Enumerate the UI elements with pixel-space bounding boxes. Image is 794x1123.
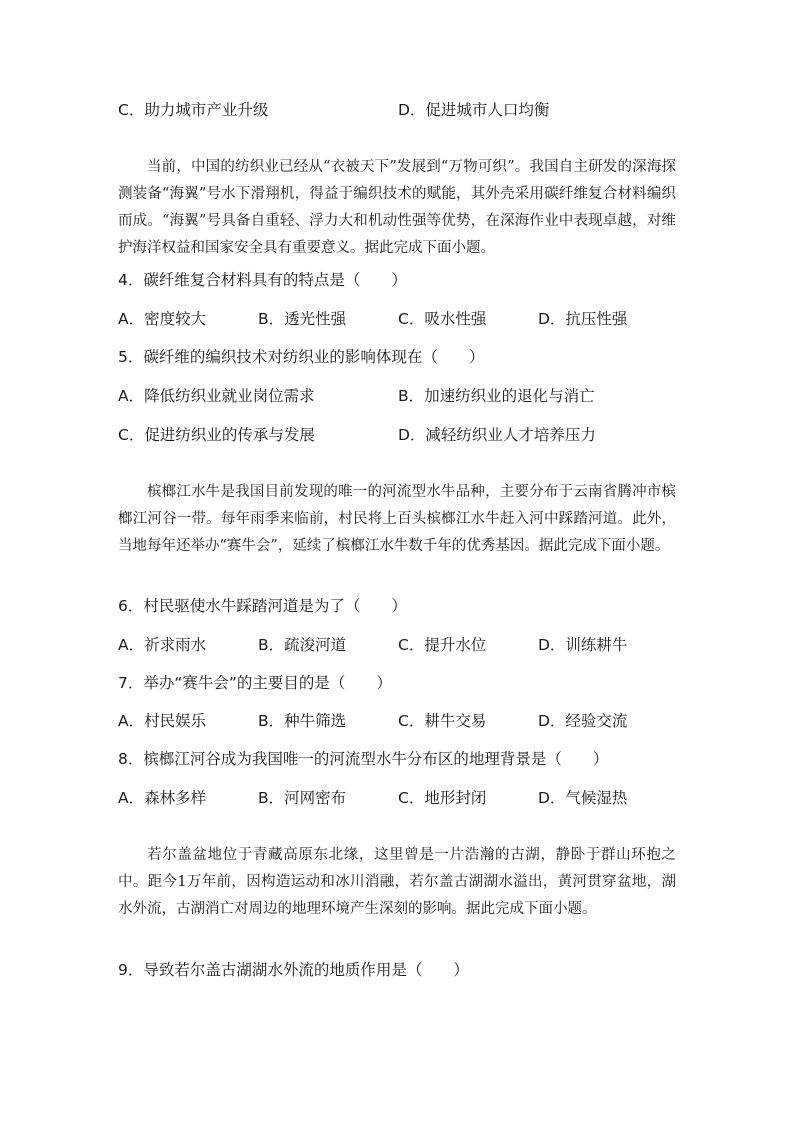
q5-option-c[interactable]: C．促进纺织业的传承与发展 (118, 426, 315, 444)
q4-option-b[interactable]: B．透光性强 (258, 310, 347, 328)
q6-option-a[interactable]: A．祈求雨水 (118, 636, 207, 654)
option-c-q3[interactable]: C．助力城市产业升级 (118, 101, 269, 119)
q4-option-c[interactable]: C．吸水性强 (398, 310, 487, 328)
q4-option-d[interactable]: D．抗压性强 (538, 310, 628, 328)
q7-option-c[interactable]: C．耕牛交易 (398, 712, 487, 730)
option-d-q3[interactable]: D．促进城市人口均衡 (398, 101, 550, 119)
q6-option-b[interactable]: B．疏浚河道 (258, 636, 347, 654)
q5-option-b[interactable]: B．加速纺织业的退化与消亡 (398, 387, 595, 405)
reading-passage-buffalo: 槟榔江水牛是我国目前发现的唯一的河流型水牛品种，主要分布于云南省腾冲市槟榔江河谷一带。每年雨季来临前，村民将上百头槟榔江水牛赶入河中踩踏河道。此外，当地每年还举办“赛牛会”，延续了槟榔江水牛数千年的优秀基因。据此完成下面小题。 (118, 484, 676, 554)
q8-option-c[interactable]: C．地形封闭 (398, 789, 487, 807)
q6-option-d[interactable]: D．训练耕牛 (538, 636, 628, 654)
q7-option-a[interactable]: A．村民娱乐 (118, 712, 207, 730)
q4-option-a[interactable]: A．密度较大 (118, 310, 207, 328)
question-4-stem: 4．碳纤维复合材料具有的特点是（ ） (118, 271, 407, 289)
q8-option-a[interactable]: A．森林多样 (118, 789, 207, 807)
q7-option-d[interactable]: D．经验交流 (538, 712, 628, 730)
reading-passage-zoige: 若尔盖盆地位于青藏高原东北缘，这里曾是一片浩瀚的古湖，静卧于群山环抱之中。距今1万年前，因构造运动和冰川消融，若尔盖古湖湖水溢出，黄河贯穿盆地，湖水外流，古湖消亡对周边的地理环境产生深刻的影响。据此完成下面小题。 (118, 847, 676, 917)
q8-option-d[interactable]: D．气候湿热 (538, 789, 628, 807)
q5-option-d[interactable]: D．减轻纺织业人才培养压力 (398, 426, 596, 444)
q7-option-b[interactable]: B．种牛筛选 (258, 712, 347, 730)
question-8-stem: 8．槟榔江河谷成为我国唯一的河流型水牛分布区的地理背景是（ ） (118, 750, 609, 768)
question-7-stem: 7．举办“赛牛会”的主要目的是（ ） (118, 674, 392, 692)
q5-option-a[interactable]: A．降低纺织业就业岗位需求 (118, 387, 315, 405)
question-6-stem: 6．村民驱使水牛踩踏河道是为了（ ） (118, 597, 407, 615)
question-9-stem: 9．导致若尔盖古湖湖水外流的地质作用是（ ） (118, 961, 469, 979)
q8-option-b[interactable]: B．河网密布 (258, 789, 347, 807)
reading-passage-fiber: 当前，中国的纺织业已经从“衣被天下”发展到“万物可织”。我国自主研发的深海探测装备“海翼”号水下滑翔机，得益于编织技术的赋能，其外壳采用碳纤维复合材料编织而成。“海翼”号具备自重轻、浮力大和机动性强等优势，在深海作业中表现卓越，对维护海洋权益和国家安全具有重要意义。据此完成下面小题。 (118, 159, 676, 256)
q6-option-c[interactable]: C．提升水位 (398, 636, 487, 654)
question-5-stem: 5．碳纤维的编织技术对纺织业的影响体现在（ ） (118, 348, 485, 366)
